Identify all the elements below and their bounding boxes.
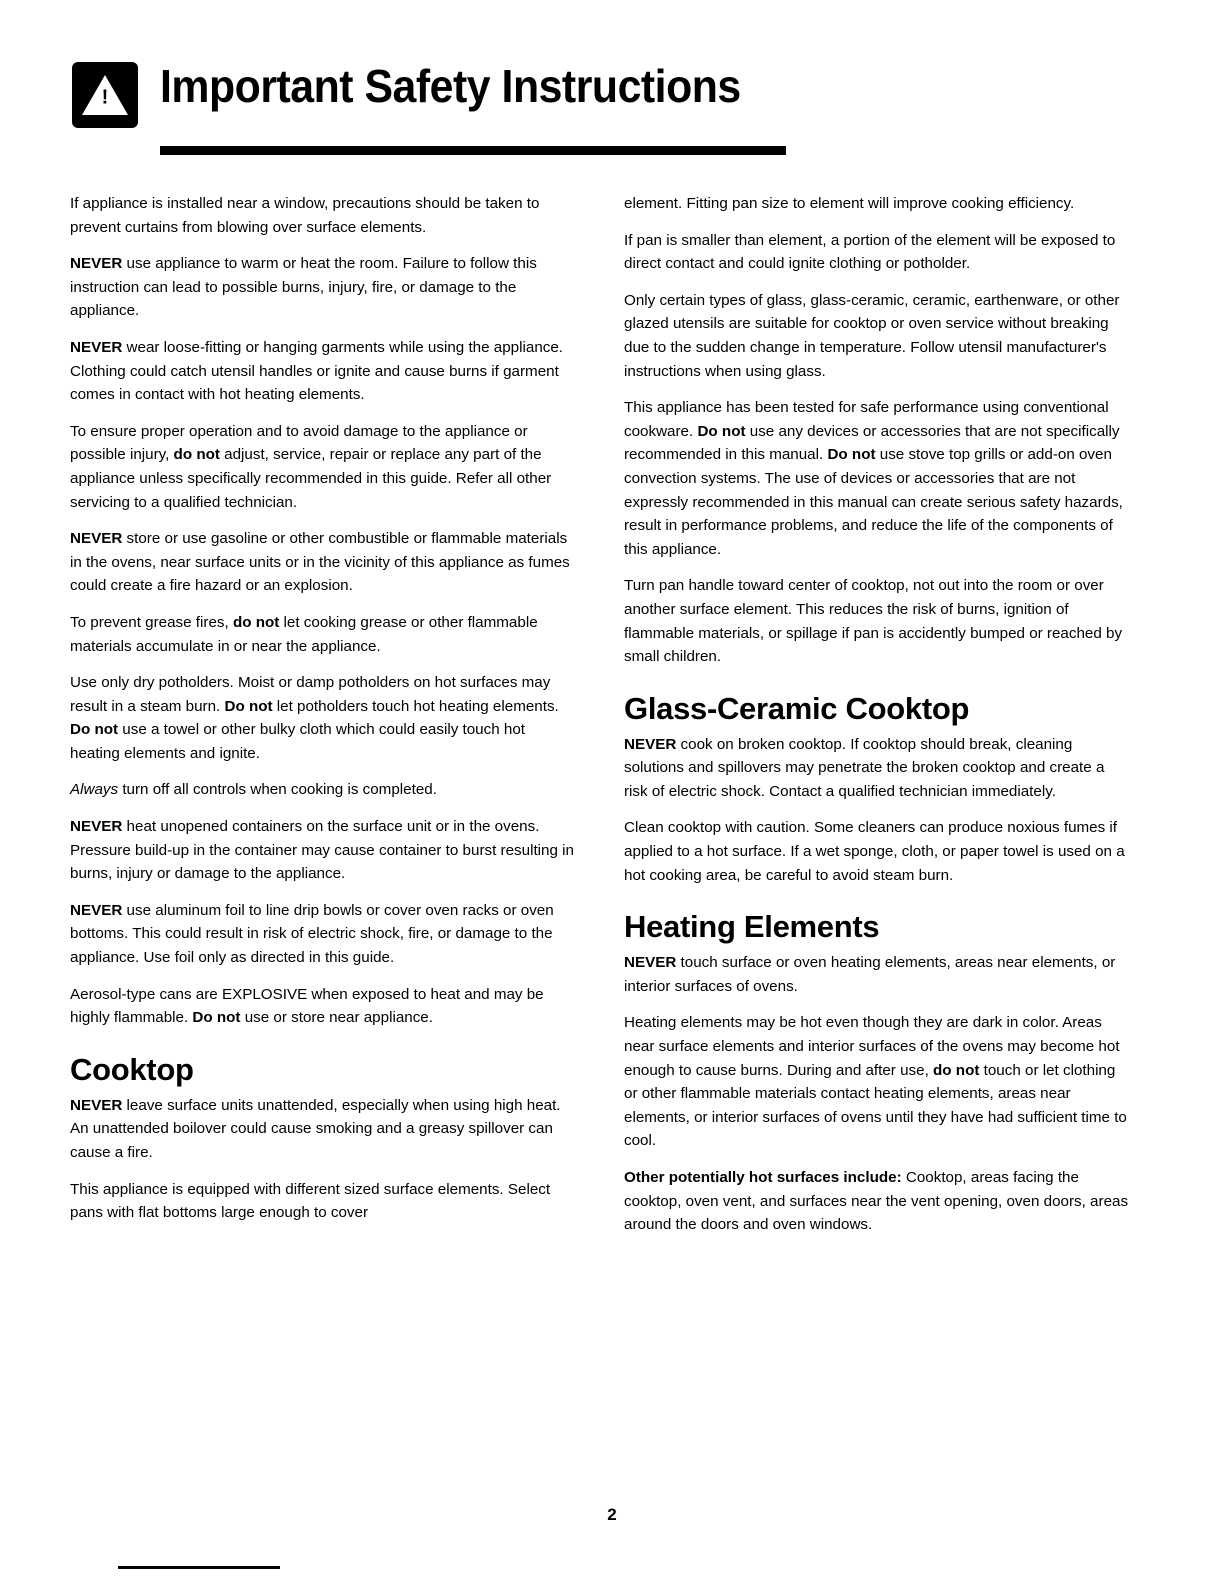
paragraph: [624, 229, 1132, 276]
emphasis-bold: do not: [933, 1061, 980, 1079]
emphasis-bold: Do not: [827, 446, 876, 464]
text-run: touch surface or oven heating elements, areas near elements, or interior surfaces of ovens.: [624, 954, 1116, 995]
text-run: heat unopened containers on the surface unit or in the ovens. Pressure build-up in the container may cause container to burst resulting in burns, injury or damage to the appliance.: [70, 818, 574, 883]
emphasis-bold: do not: [232, 613, 280, 631]
right-column-body: [624, 192, 1132, 669]
paragraph: [70, 1178, 578, 1225]
paragraph: [70, 611, 578, 658]
paragraph: [70, 527, 578, 598]
text-run: store or use gasoline or other combustible or flammable materials in the ovens, near surface units or in the vicinity of this appliance as fumes could create a fire hazard or an explosion.: [70, 530, 570, 595]
emphasis-bold: Other potentially hot surfaces include:: [624, 1169, 902, 1186]
text-run: turn off all controls when cooking is completed.: [118, 781, 437, 799]
left-column-cooktop-body: [70, 1094, 578, 1225]
paragraph: [624, 574, 1132, 668]
emphasis-bold: Do not: [224, 697, 273, 715]
header-divider: [160, 146, 786, 155]
text-run: If appliance is installed near a window, precautions should be taken to prevent curtains from blowing over surface elements.: [70, 195, 540, 236]
emphasis-bold: NEVER: [70, 1096, 123, 1114]
text-run: This appliance has been tested for safe performance using conventional cookware.: [624, 399, 1109, 440]
text-run: use or store near appliance.: [240, 1009, 433, 1027]
section-heading: Glass-Ceramic Cooktop: [624, 690, 970, 726]
paragraph: [70, 815, 578, 886]
paragraph: [624, 396, 1132, 561]
text-run: cook on broken cooktop. If cooktop should break, cleaning solutions and spillovers may penetrate the broken cooktop and create a risk of electric shock. Contact a qualified technician immediately.: [624, 735, 1105, 800]
warning-exclamation-glyph: !: [101, 86, 109, 109]
page-number: 2: [607, 1505, 617, 1524]
paragraph: [624, 816, 1132, 887]
text-run: element. Fitting pan size to element will improve cooking efficiency.: [624, 195, 1075, 212]
emphasis-bold: NEVER: [624, 735, 677, 753]
paragraph: [70, 192, 578, 239]
right-column-sections: [624, 691, 1132, 1237]
page-title: Important Safety Instructions: [160, 60, 741, 112]
text-run: Aerosol-type cans are EXPLOSIVE when exposed to heat and may be highly flammable.: [70, 985, 544, 1027]
text-run: Turn pan handle toward center of cooktop, not out into the room or over another surface element. This reduces the risk of burns, ignition of flammable materials, or spillage if pan is accidently bumped or reached by small children.: [624, 577, 1123, 666]
page-header: [72, 62, 786, 162]
text-run: adjust, service, repair or replace any part of the appliance unless specifically recommended in this guide. Refer all other servicing to a qualified technician.: [70, 446, 552, 511]
paragraph: [70, 983, 578, 1030]
paragraph: [624, 951, 1132, 998]
right-column: [624, 192, 1132, 1250]
paragraph: [624, 192, 1132, 216]
section-heading: Heating Elements: [624, 909, 880, 945]
text-run: let cooking grease or other flammable materials accumulate in or near the appliance.: [70, 613, 538, 655]
emphasis-bold: NEVER: [70, 255, 123, 273]
section-heading-cooktop: Cooktop: [70, 1051, 194, 1087]
paragraph: [624, 733, 1132, 804]
emphasis-bold: NEVER: [624, 954, 677, 972]
paragraph: [70, 420, 578, 514]
emphasis-bold: NEVER: [70, 338, 123, 356]
text-run: To prevent grease fires,: [70, 613, 233, 631]
text-run: This appliance is equipped with different sized surface elements. Select pans with flat bottoms large enough to cover: [70, 1180, 551, 1222]
paragraph: [70, 778, 578, 802]
text-run: Only certain types of glass, glass-ceramic, ceramic, earthenware, or other glazed utensils are suitable for cooktop or oven service without breaking due to the sudden change in temperature. Follow utensil manufacturer's instructions when using glass.: [624, 291, 1120, 380]
emphasis-bold: Do not: [697, 422, 746, 440]
emphasis-bold: NEVER: [70, 901, 123, 919]
text-run: Cooktop, areas facing the cooktop, oven vent, and surfaces near the vent opening, oven doors, areas around the doors and oven windows.: [624, 1169, 1129, 1234]
emphasis-bold: do not: [173, 446, 220, 464]
emphasis-italic: Always: [70, 781, 119, 799]
paragraph: [70, 252, 578, 323]
text-run: use any devices or accessories that are not specifically recommended in this manual.: [624, 422, 1120, 464]
emphasis-bold: Do not: [70, 721, 119, 739]
paragraph: [70, 671, 578, 765]
text-run: use appliance to warm or heat the room. Failure to follow this instruction can lead to possible burns, injury, fire, or damage to the appliance.: [70, 255, 537, 320]
text-run: leave surface units unattended, especially when using high heat. An unattended boilover could cause smoking and a greasy spillover can cause a fire.: [70, 1096, 561, 1161]
paragraph: [70, 899, 578, 970]
left-column-body: [70, 192, 578, 1030]
emphasis-bold: NEVER: [70, 530, 123, 548]
text-run: touch or let clothing or other flammable materials contact heating elements, areas near elements, or interior surfaces of ovens until they have had sufficient time to cool.: [624, 1061, 1127, 1150]
footer-divider: [118, 1566, 280, 1569]
text-run: To ensure proper operation and to avoid damage to the appliance or possible injury,: [70, 422, 528, 464]
text-run: let potholders touch hot heating elements.: [272, 697, 559, 715]
paragraph: [70, 1094, 578, 1165]
paragraph: [624, 1166, 1132, 1237]
text-run: wear loose-fitting or hanging garments while using the appliance. Clothing could catch utensil handles or ignite and cause burns if garment comes in contact with hot heating elements.: [70, 338, 564, 404]
warning-triangle-icon: [72, 62, 138, 128]
emphasis-bold: NEVER: [70, 818, 123, 836]
text-run: Use only dry potholders. Moist or damp potholders on hot surfaces may result in a steam burn.: [70, 674, 551, 715]
paragraph: [624, 289, 1132, 383]
paragraph: [624, 1011, 1132, 1153]
paragraph: [70, 336, 578, 407]
text-run: Heating elements may be hot even though they are dark in color. Areas near surface elements and interior surfaces of the ovens may become hot enough to cause burns. During and after use,: [624, 1014, 1120, 1079]
text-run: Clean cooktop with caution. Some cleaners can produce noxious fumes if applied to a hot surface. If a wet sponge, cloth, or paper towel is used on a hot cooking area, be careful to avoid steam burn.: [624, 819, 1125, 884]
emphasis-bold: Do not: [192, 1009, 241, 1027]
text-run: use aluminum foil to line drip bowls or cover oven racks or oven bottoms. This could result in risk of electric shock, fire, or damage to the appliance. Use foil only as directed in this guide.: [70, 901, 554, 967]
text-run: use stove top grills or add-on oven convection systems. The use of devices or accessories that are not expressly recommended in this manual can create serious safety hazards, result in performance problems, and reduce the life of the components of this appliance.: [624, 446, 1123, 558]
text-run: If pan is smaller than element, a portion of the element will be exposed to direct contact and could ignite clothing or potholder.: [624, 231, 1116, 273]
text-run: use a towel or other bulky cloth which could easily touch hot heating elements and ignite.: [70, 721, 525, 762]
left-column: [70, 192, 578, 1238]
